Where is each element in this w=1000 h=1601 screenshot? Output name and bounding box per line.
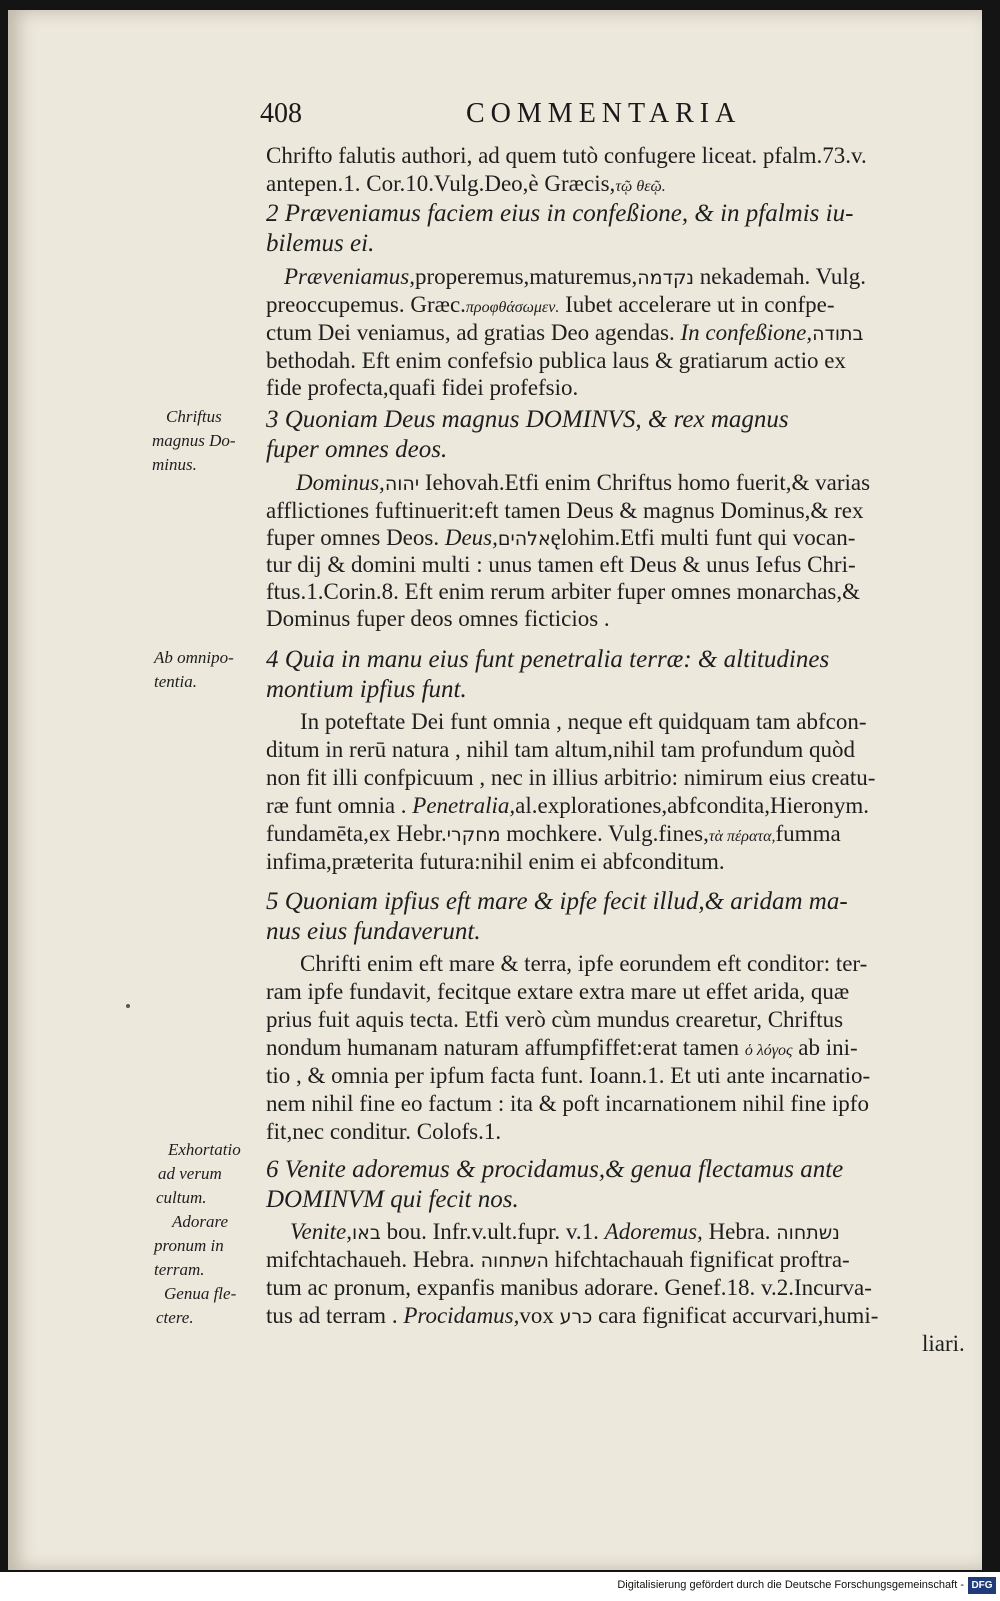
dfg-logo: DFG	[968, 1577, 996, 1594]
verse-3-heading: fuper omnes deos.	[266, 436, 448, 463]
marginal-note: cultum.	[156, 1188, 207, 1207]
marginal-note: tentia.	[154, 672, 197, 691]
marginal-note: pronum in	[154, 1236, 224, 1255]
text-line: tum ac pronum, expanfis manibus adorare. Genef.18. v.2.Incurva-	[266, 1275, 872, 1300]
text-line: ctum Dei veniamus, ad gratias Deo agendas. In confeßione,בתודה	[266, 320, 864, 345]
text-line: In poteftate Dei funt omnia , neque eft quidquam tam abfcon-	[300, 709, 867, 734]
text-line: Dominus fuper deos omnes ficticios .	[266, 606, 610, 631]
text-line: antepen.1. Cor.10.Vulg.Deo,è Græcis,τῷ θεῷ.	[266, 171, 666, 196]
verse-2-heading: 2 Præveniamus faciem eius in confeßione, & in pfalmis iu-	[266, 200, 854, 227]
verse-5-heading: nus eius fundaverunt.	[266, 918, 481, 945]
marginal-note: ad verum	[158, 1164, 222, 1183]
marginal-note: Ab omnipo-	[154, 648, 234, 667]
text-line: nem nihil fine eo factum : ita & poft incarnationem nihil fine ipfo	[266, 1091, 869, 1116]
text-line: bethodah. Eft enim confefsio publica laus & gratiarum actio ex	[266, 348, 846, 373]
text-line: fide profecta,quafi fidei profefsio.	[266, 375, 579, 400]
verse-4-heading: montium ipfius funt.	[266, 676, 467, 703]
text-line: nondum humanam naturam affumpfiffet:erat tamen ὁ λόγος ab ini-	[266, 1035, 858, 1060]
verse-6-heading: 6 Venite adoremus & procidamus,& genua flectamus ante	[266, 1156, 844, 1183]
page-number: 408	[260, 98, 302, 129]
text-line: Præveniamus,properemus,maturemus,נקדמה nekademah. Vulg.	[284, 264, 866, 289]
verse-3-heading: 3 Quoniam Deus magnus DOMINVS, & rex magnus	[266, 406, 789, 433]
text-line: tus ad terram . Procidamus,vox כרע cara fignificat accurvari,humi-	[266, 1303, 879, 1328]
text-line: ditum in rerū natura , nihil tam altum,nihil tam profundum quòd	[266, 737, 855, 762]
marginal-note: terram.	[154, 1260, 205, 1279]
text-line: mifchtachaueh. Hebra. השתחוה hifchtachauah fignificat proftra-	[266, 1247, 850, 1272]
marginal-note: Adorare	[172, 1212, 229, 1231]
text-line: tio , & omnia per ipfum facta funt. Ioann.1. Et uti ante incarnatio-	[266, 1063, 871, 1088]
book-page	[8, 10, 982, 1570]
marginal-note: ctere.	[156, 1308, 194, 1327]
text-line: Chrifti enim eft mare & terra, ipfe eorundem eft conditor: ter-	[300, 951, 868, 976]
text-line: Venite,באו bou. Infr.v.ult.fupr. v.1. Adoremus, Hebra. נשתחוה	[290, 1219, 840, 1244]
text-line: tur dij & domini multi : unus tamen eft Deus & unus Iefus Chri-	[266, 552, 856, 577]
verse-2-heading: bilemus ei.	[266, 230, 375, 257]
text-line: Chrifto falutis authori, ad quem tutò confugere liceat. pfalm.73.v.	[266, 143, 867, 168]
funding-credit: Digitalisierung gefördert durch die Deutsche Forschungsgemeinschaft -	[617, 1579, 964, 1591]
ink-speck	[126, 1004, 130, 1008]
text-line: fuper omnes Deos. Deus,אלהיםęlohim.Etfi multi funt qui vocan-	[266, 525, 856, 550]
marginal-note: minus.	[152, 455, 197, 474]
text-line: Dominus,יהוה Iehovah.Etfi enim Chriftus homo fuerit,& varias	[296, 470, 871, 495]
text-line: ræ funt omnia . Penetralia,al.explorationes,abfcondita,Hieronym.	[266, 793, 869, 818]
verse-6-heading: DOMINVM qui fecit nos.	[266, 1186, 519, 1213]
text-line: prius fuit aquis tecta. Etfi verò cùm mundus crearetur, Chriftus	[266, 1007, 844, 1032]
text-line: liari.	[922, 1331, 965, 1356]
text-line: non fit illi confpicuum , nec in illius arbitrio: nimirum eius creatu-	[266, 765, 876, 790]
text-line: preoccupemus. Græc.προφθάσωμεν. Iubet accelerare ut in confpe-	[266, 292, 835, 317]
digitization-footer	[0, 1572, 1000, 1601]
text-line: ftus.1.Corin.8. Eft enim rerum arbiter fuper omnes monarchas,&	[266, 579, 861, 604]
text-line: fit,nec conditur. Colofs.1.	[266, 1119, 502, 1144]
text-line: ram ipfe fundavit, fecitque extare extra mare ut effet arida, quæ	[266, 979, 850, 1004]
verse-5-heading: 5 Quoniam ipfius eft mare & ipfe fecit illud,& aridam ma-	[266, 888, 848, 915]
verse-4-heading: 4 Quia in manu eius funt penetralia terræ: & altitudines	[266, 646, 830, 673]
text-line: afflictiones fuftinuerit:eft tamen Deus & magnus Dominus,& rex	[266, 498, 864, 523]
marginal-note: Exhortatio	[168, 1140, 241, 1159]
marginal-note: Genua fle-	[164, 1284, 237, 1303]
text-line: infima,præterita futura:nihil enim ei abfconditum.	[266, 849, 725, 874]
marginal-note: Chriftus	[166, 407, 222, 426]
text-line: fundamēta,ex Hebr.מחקרי mochkere. Vulg.fines,τὰ πέρατα,fumma	[266, 821, 841, 846]
running-title: COMMENTARIA	[466, 98, 742, 129]
marginal-note: magnus Do-	[152, 431, 236, 450]
